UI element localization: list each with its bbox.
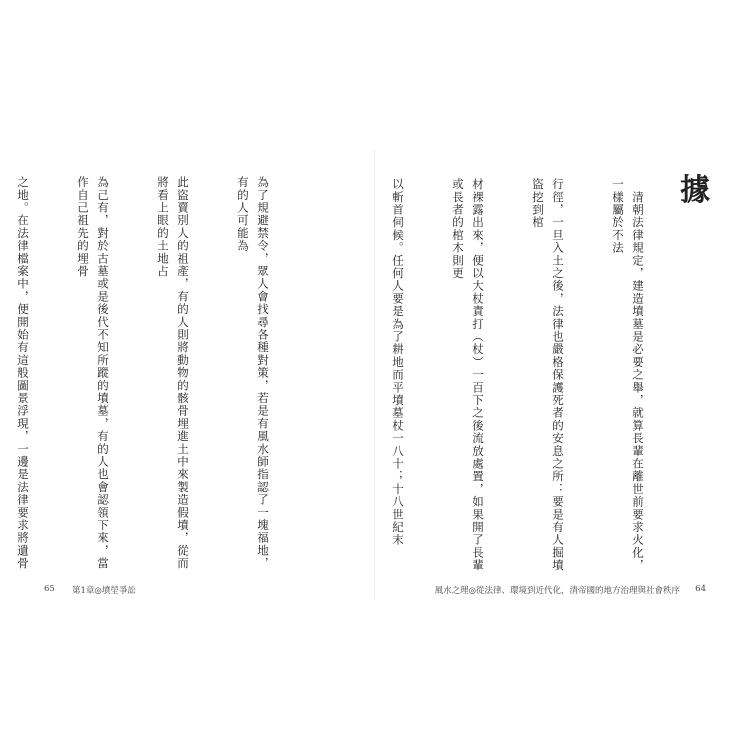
text-column: 為了規避禁令，眾人會找尋各種對策，若是有風水師指認了一塊福地，有的人可能為 bbox=[236, 176, 270, 570]
text-column: 以斬首伺候。任何人要是為了耕地而平墳墓杖一八十；十八世紀末 bbox=[391, 178, 405, 547]
text-column: 之地。在法律檔案中，便開始有這般圖景浮現，一邊是法律要求將遺骨 bbox=[16, 176, 30, 570]
text-column: 行徑，一旦入土之後，法律也嚴格保護死者的安息之所：要是有人掘墳盜挖到棺 bbox=[531, 178, 565, 572]
text-column: 為己有，對於古墓或是後代不知所蹤的墳墓，有的人也會認領下來，當作自己祖先的埋骨 bbox=[76, 176, 110, 570]
drop-cap: 據 bbox=[680, 173, 710, 208]
text-column: 清朝法律規定，建造墳墓是必要之舉，就算長輩在離世前要求火化，一樣屬於不法 bbox=[611, 178, 645, 572]
text-column: 材裸露出來，便以大杖責打（杖）一百下之後流放處置，如果開了長輩或長者的棺木則更 bbox=[451, 178, 485, 572]
running-title: 風水之理◎從法律、環境到近代化，清帝國的地方治理與社會秩序 bbox=[434, 586, 680, 596]
page-number: 65 bbox=[44, 584, 55, 594]
page-number: 64 bbox=[695, 584, 706, 594]
running-title: 第1章◎墳塋爭訟 bbox=[72, 586, 136, 596]
right-page-body bbox=[388, 178, 688, 583]
left-page-body bbox=[13, 176, 313, 581]
right-page bbox=[375, 0, 750, 750]
text-column: 此盜賣別人的祖產，有的人則將動物的骸骨埋進土中來製造假墳，從而將看上眼的土地占 bbox=[156, 176, 190, 570]
